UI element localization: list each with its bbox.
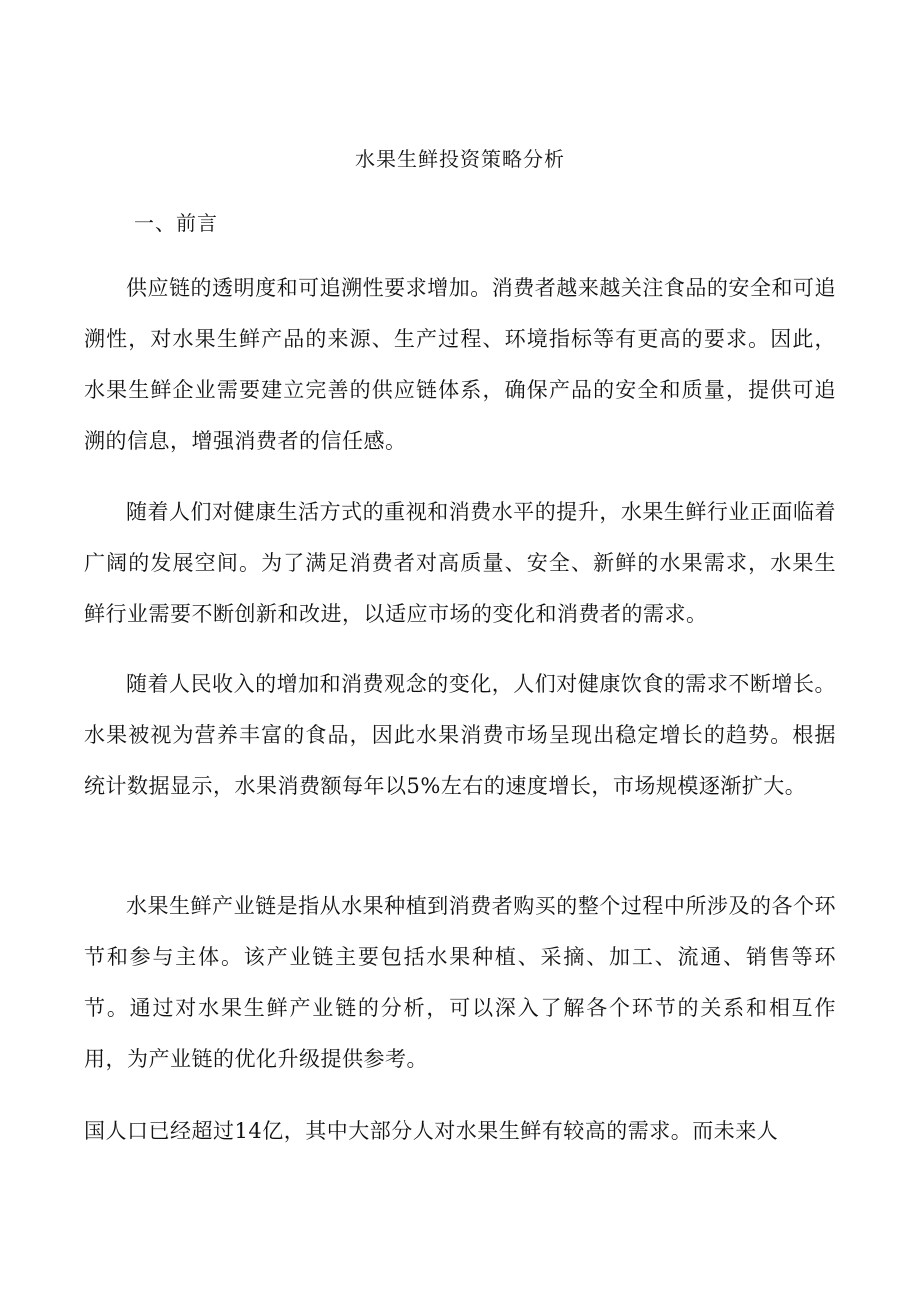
paragraph-industry-chain: 水果生鲜产业链是指从水果种植到消费者购买的整个过程中所涉及的各个环节和参与主体。该产业链主要包括水果种植、采摘、加工、流通、销售等环节。通过对水果生鲜产业链的分析，可以深入了解各个环节的关系和相互作用，为产业链的优化升级提供参考。 — [84, 894, 836, 1071]
paragraph-supply-chain: 供应链的透明度和可追溯性要求增加。消费者越来越关注食品的安全和可追溯性，对水果生鲜产品的来源、生产过程、环境指标等有更高的要求。因此，水果生鲜企业需要建立完善的供应链体系，确保产品的安全和质量，提供可追溯的信息，增强消费者的信任感。 — [84, 276, 836, 453]
section-heading: 一、前言 — [134, 211, 218, 235]
paragraph-industry-outlook: 随着人们对健康生活方式的重视和消费水平的提升，水果生鲜行业正面临着广阔的发展空间。为了满足消费者对高质量、安全、新鲜的水果需求，水果生鲜行业需要不断创新和改进，以适应市场的变化和消费者的需求。 — [84, 500, 836, 626]
paragraph-market-growth: 随着人民收入的增加和消费观念的变化，人们对健康饮食的需求不断增长。水果被视为营养丰富的食品，因此水果消费市场呈现出稳定增长的趋势。根据统计数据显示，水果消费额每年以5%左右的速度增长，市场规模逐渐扩大。 — [84, 672, 836, 798]
document-title: 水果生鲜投资策略分析 — [355, 147, 565, 171]
paragraph-population: 国人口已经超过14亿，其中大部分人对水果生鲜有较高的需求。而未来人 — [84, 1119, 779, 1143]
